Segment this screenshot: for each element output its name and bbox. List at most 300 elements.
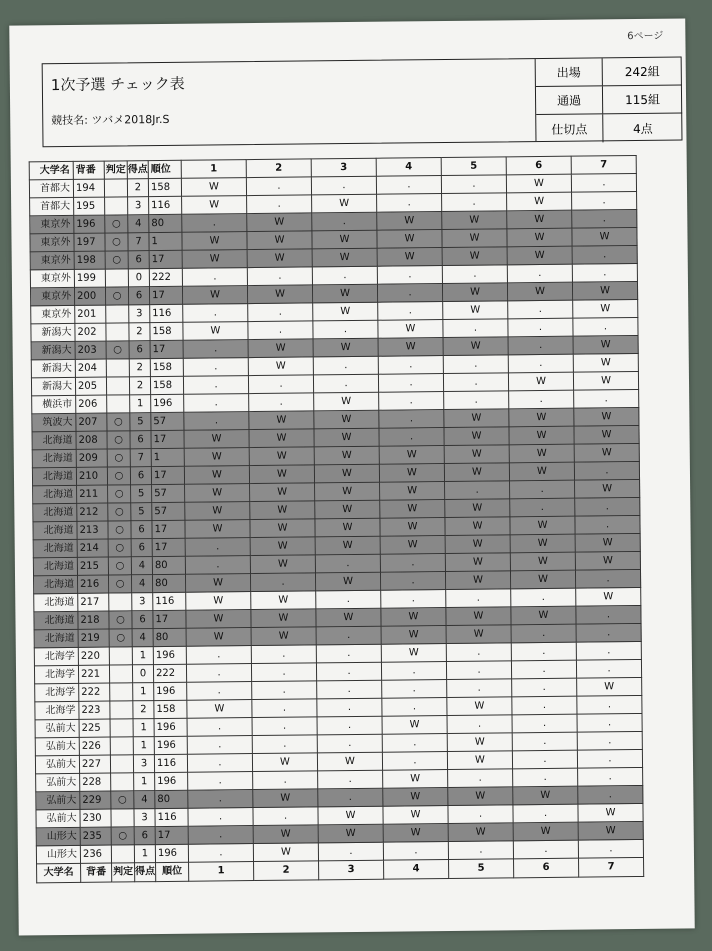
judge-mark-cell: W — [507, 246, 572, 265]
column-header: 2 — [246, 159, 311, 178]
judge-mark-cell: W — [318, 806, 383, 825]
judge-mark-cell: . — [508, 318, 573, 337]
judgement-cell — [107, 395, 130, 413]
points-cell: 7 — [130, 449, 151, 467]
judge-mark-cell: W — [444, 427, 509, 446]
university-cell: 北海学 — [35, 701, 79, 719]
university-cell: 新潟大 — [31, 359, 75, 377]
judge-mark-cell: . — [188, 790, 253, 809]
bib-number-cell: 205 — [75, 377, 106, 395]
judge-mark-cell: W — [383, 824, 448, 843]
judge-mark-cell: W — [377, 212, 442, 231]
judge-mark-cell: . — [446, 589, 511, 608]
bib-number-cell: 227 — [79, 755, 110, 773]
column-header: 4 — [376, 158, 441, 177]
bib-number-cell: 195 — [74, 197, 105, 215]
judge-mark-cell: . — [380, 572, 445, 591]
judge-mark-cell: . — [512, 714, 577, 733]
judge-mark-cell: W — [186, 628, 251, 647]
judge-mark-cell: W — [507, 192, 572, 211]
judge-mark-cell: . — [248, 321, 313, 340]
judge-mark-cell: . — [512, 696, 577, 715]
judge-mark-cell: . — [253, 807, 318, 826]
judge-mark-cell: W — [314, 446, 379, 465]
university-cell: 北海道 — [32, 431, 76, 449]
bib-number-cell: 228 — [80, 773, 111, 791]
judge-mark-cell: . — [249, 393, 314, 412]
judge-mark-cell: W — [379, 464, 444, 483]
judge-mark-cell: W — [312, 248, 377, 267]
score-sheet — [9, 18, 694, 935]
judge-mark-cell: . — [382, 734, 447, 753]
rank-cell: 17 — [155, 826, 188, 844]
judge-mark-cell: . — [316, 590, 381, 609]
points-cell: 5 — [130, 413, 151, 431]
judgement-cell — [105, 197, 128, 215]
column-header: 得点 — [127, 161, 148, 179]
judge-mark-cell: W — [442, 229, 507, 248]
judge-mark-cell: W — [247, 249, 312, 268]
judge-mark-cell: . — [188, 772, 253, 791]
rank-cell: 57 — [151, 412, 184, 430]
judge-mark-cell: W — [575, 551, 640, 570]
judge-mark-cell: . — [511, 642, 576, 661]
university-cell: 北海道 — [34, 575, 78, 593]
judge-mark-cell: W — [573, 299, 638, 318]
judge-mark-cell: . — [512, 732, 577, 751]
university-cell: 東京外 — [30, 233, 74, 251]
bib-number-cell: 209 — [76, 449, 107, 467]
points-cell: 6 — [134, 827, 155, 845]
judge-mark-cell: W — [318, 824, 383, 843]
column-footer: 4 — [384, 860, 449, 880]
judge-mark-cell: W — [383, 788, 448, 807]
judge-mark-cell: W — [447, 697, 512, 716]
judge-mark-cell: W — [507, 210, 572, 229]
judge-mark-cell: W — [510, 516, 575, 535]
judge-mark-cell: . — [571, 174, 636, 193]
judgement-cell: ○ — [109, 575, 132, 593]
judge-mark-cell: . — [578, 839, 643, 858]
judge-mark-cell: W — [186, 610, 251, 629]
judge-mark-cell: . — [575, 569, 640, 588]
judge-mark-cell: . — [443, 319, 508, 338]
points-cell: 3 — [133, 755, 154, 773]
bib-number-cell: 229 — [80, 791, 111, 809]
judge-mark-cell: W — [247, 285, 312, 304]
bib-number-cell: 217 — [78, 593, 109, 611]
bib-number-cell: 201 — [75, 305, 106, 323]
judge-mark-cell: W — [573, 371, 638, 390]
sheet-title: 1次予選 チェック表 — [50, 74, 185, 95]
judge-mark-cell: W — [247, 231, 312, 250]
judge-mark-cell: . — [379, 410, 444, 429]
judge-mark-cell: W — [445, 571, 510, 590]
university-cell: 首都大 — [30, 197, 74, 215]
sheet-header — [42, 57, 683, 148]
judge-mark-cell: W — [251, 591, 316, 610]
judgement-cell — [106, 323, 129, 341]
university-cell: 東京外 — [31, 287, 75, 305]
column-footer: 3 — [319, 860, 384, 880]
university-cell: 北海道 — [32, 467, 76, 485]
judge-mark-cell: W — [509, 462, 574, 481]
judge-mark-cell: W — [250, 555, 315, 574]
judge-mark-cell: . — [448, 769, 513, 788]
points-cell: 6 — [131, 521, 152, 539]
judge-mark-cell: . — [183, 358, 248, 377]
judgement-cell: ○ — [107, 431, 130, 449]
judgement-cell: ○ — [109, 629, 132, 647]
judge-mark-cell: W — [444, 409, 509, 428]
university-cell: 山形大 — [36, 827, 80, 845]
university-cell: 北海学 — [34, 665, 78, 683]
judge-mark-cell: . — [382, 680, 447, 699]
check-table — [29, 155, 645, 883]
judge-mark-cell: . — [574, 461, 639, 480]
column-footer: 2 — [254, 861, 319, 881]
points-cell: 2 — [129, 359, 150, 377]
judge-mark-cell: . — [508, 336, 573, 355]
points-cell: 1 — [133, 683, 154, 701]
judge-mark-cell: W — [381, 608, 446, 627]
points-cell: 1 — [132, 647, 153, 665]
university-cell: 北海道 — [32, 449, 76, 467]
university-cell: 北海道 — [33, 539, 77, 557]
judge-mark-cell: W — [182, 286, 247, 305]
judge-mark-cell: W — [314, 428, 379, 447]
judge-mark-cell: . — [186, 664, 251, 683]
judge-mark-cell: . — [446, 643, 511, 662]
stat-label: 仕切点 — [536, 114, 603, 143]
stat-row-entries — [536, 58, 682, 88]
judge-mark-cell: . — [511, 588, 576, 607]
judge-mark-cell: W — [572, 228, 637, 247]
judge-mark-cell: W — [574, 443, 639, 462]
university-cell: 北海学 — [35, 683, 79, 701]
judge-mark-cell: . — [572, 246, 637, 265]
judge-mark-cell: . — [508, 354, 573, 373]
judge-mark-cell: . — [576, 605, 641, 624]
judge-mark-cell: W — [446, 607, 511, 626]
judge-mark-cell: . — [510, 498, 575, 517]
points-cell: 1 — [133, 719, 154, 737]
judge-mark-cell: . — [187, 736, 252, 755]
rank-cell: 17 — [150, 340, 183, 358]
judgement-cell: ○ — [108, 485, 131, 503]
university-cell: 北海道 — [33, 485, 77, 503]
judge-mark-cell: W — [444, 463, 509, 482]
judgement-cell: ○ — [108, 521, 131, 539]
judge-mark-cell: . — [510, 480, 575, 499]
judge-mark-cell: W — [448, 823, 513, 842]
bib-number-cell: 211 — [77, 485, 108, 503]
judge-mark-cell: W — [182, 196, 247, 215]
judge-mark-cell: W — [513, 822, 578, 841]
judge-mark-cell: W — [249, 465, 314, 484]
judge-mark-cell: W — [574, 425, 639, 444]
rank-cell: 222 — [149, 268, 182, 286]
judge-mark-cell: . — [442, 265, 507, 284]
table-body — [29, 174, 643, 864]
judge-mark-cell: . — [252, 681, 317, 700]
points-cell: 2 — [129, 377, 150, 395]
judgement-cell: ○ — [111, 791, 134, 809]
judge-mark-cell: W — [575, 479, 640, 498]
judge-mark-cell: . — [248, 303, 313, 322]
judgement-cell — [106, 305, 129, 323]
judge-mark-cell: W — [573, 335, 638, 354]
judge-mark-cell: . — [447, 715, 512, 734]
judge-mark-cell: . — [447, 679, 512, 698]
judge-mark-cell: W — [442, 283, 507, 302]
judge-mark-cell: . — [187, 718, 252, 737]
judge-mark-cell: . — [380, 554, 445, 573]
judge-mark-cell: W — [248, 339, 313, 358]
column-footer: 背番 — [81, 863, 112, 882]
rank-cell: 80 — [153, 574, 186, 592]
rank-cell: 17 — [152, 520, 185, 538]
judge-mark-cell: W — [510, 552, 575, 571]
judge-mark-cell: . — [379, 392, 444, 411]
judge-mark-cell: . — [315, 554, 380, 573]
judgement-cell — [110, 719, 133, 737]
bib-number-cell: 203 — [75, 341, 106, 359]
judge-mark-cell: . — [252, 699, 317, 718]
judge-mark-cell: W — [444, 445, 509, 464]
judge-mark-cell: . — [246, 177, 311, 196]
judgement-cell: ○ — [107, 413, 130, 431]
column-header: 1 — [181, 160, 246, 179]
judge-mark-cell: W — [572, 281, 637, 300]
points-cell: 4 — [128, 215, 149, 233]
rank-cell: 196 — [154, 718, 187, 736]
judgement-cell — [111, 809, 134, 827]
bib-number-cell: 199 — [74, 269, 105, 287]
judgement-cell — [110, 755, 133, 773]
judge-mark-cell: W — [182, 250, 247, 269]
judgement-cell: ○ — [105, 287, 128, 305]
judge-mark-cell: . — [184, 412, 249, 431]
rank-cell: 158 — [150, 358, 183, 376]
bib-number-cell: 210 — [76, 467, 107, 485]
bib-number-cell: 206 — [76, 395, 107, 413]
column-footer: 判定 — [112, 863, 135, 882]
judge-mark-cell: W — [443, 301, 508, 320]
bib-number-cell: 202 — [75, 323, 106, 341]
bib-number-cell: 196 — [74, 215, 105, 233]
judgement-cell — [109, 665, 132, 683]
judge-mark-cell: W — [383, 806, 448, 825]
judge-mark-cell: W — [184, 430, 249, 449]
judge-mark-cell: . — [311, 176, 376, 195]
judge-mark-cell: W — [445, 535, 510, 554]
judge-mark-cell: W — [253, 789, 318, 808]
judge-mark-cell: . — [573, 317, 638, 336]
column-header: 5 — [441, 157, 506, 176]
judgement-cell: ○ — [108, 503, 131, 521]
judge-mark-cell: W — [446, 625, 511, 644]
judge-mark-cell: . — [318, 770, 383, 789]
rank-cell: 17 — [149, 250, 182, 268]
rank-cell: 17 — [151, 430, 184, 448]
judge-mark-cell: W — [445, 553, 510, 572]
rank-cell: 116 — [154, 754, 187, 772]
judge-mark-cell: W — [183, 322, 248, 341]
judge-mark-cell: W — [442, 211, 507, 230]
judgement-cell — [110, 701, 133, 719]
judge-mark-cell: W — [445, 499, 510, 518]
judgement-cell: ○ — [108, 557, 131, 575]
judge-mark-cell: W — [251, 627, 316, 646]
judge-mark-cell: . — [442, 193, 507, 212]
university-cell: 弘前大 — [36, 791, 80, 809]
judge-mark-cell: . — [377, 284, 442, 303]
judge-mark-cell: W — [186, 592, 251, 611]
judge-mark-cell: W — [250, 519, 315, 538]
judgement-cell — [106, 377, 129, 395]
judge-mark-cell: . — [512, 678, 577, 697]
bib-number-cell: 214 — [77, 539, 108, 557]
judge-mark-cell: . — [317, 734, 382, 753]
judge-mark-cell: . — [576, 641, 641, 660]
judge-mark-cell: . — [441, 175, 506, 194]
bib-number-cell: 236 — [80, 845, 111, 863]
points-cell: 5 — [131, 485, 152, 503]
points-cell: 0 — [132, 665, 153, 683]
judge-mark-cell: . — [378, 302, 443, 321]
judge-mark-cell: . — [513, 804, 578, 823]
points-cell: 6 — [131, 539, 152, 557]
rank-cell: 222 — [153, 664, 186, 682]
stat-label: 出場 — [536, 58, 603, 86]
points-cell: 3 — [128, 197, 149, 215]
judge-mark-cell: . — [445, 481, 510, 500]
points-cell: 0 — [128, 269, 149, 287]
judge-mark-cell: W — [380, 500, 445, 519]
university-cell: 弘前大 — [36, 809, 80, 827]
event-name: 競技名: ツバメ2018Jr.S — [51, 112, 170, 128]
column-footer: 6 — [514, 858, 579, 878]
stats-box — [535, 58, 683, 142]
points-cell: 6 — [132, 611, 153, 629]
judge-mark-cell: . — [377, 194, 442, 213]
judge-mark-cell: W — [249, 447, 314, 466]
judge-mark-cell: . — [247, 267, 312, 286]
judge-mark-cell: W — [447, 733, 512, 752]
judge-mark-cell: . — [183, 304, 248, 323]
judge-mark-cell: W — [185, 502, 250, 521]
university-cell: 北海道 — [34, 629, 78, 647]
rank-cell: 196 — [151, 394, 184, 412]
judge-mark-cell: W — [185, 484, 250, 503]
judge-mark-cell: . — [312, 266, 377, 285]
university-cell: 新潟大 — [31, 323, 75, 341]
judge-mark-cell: W — [508, 372, 573, 391]
judge-mark-cell: W — [314, 464, 379, 483]
judge-mark-cell: . — [577, 749, 642, 768]
bib-number-cell: 200 — [74, 287, 105, 305]
judge-mark-cell: . — [512, 750, 577, 769]
rank-cell: 17 — [151, 466, 184, 484]
rank-cell: 196 — [155, 844, 188, 862]
judge-mark-cell: W — [575, 533, 640, 552]
judge-mark-cell: W — [378, 338, 443, 357]
judge-mark-cell: W — [506, 174, 571, 193]
bib-number-cell: 215 — [77, 557, 108, 575]
points-cell: 1 — [134, 845, 155, 863]
judge-mark-cell: . — [513, 768, 578, 787]
university-cell: 筑波大 — [32, 413, 76, 431]
stat-row-cutoff — [536, 114, 682, 144]
judge-mark-cell: W — [381, 626, 446, 645]
stat-label: 通過 — [536, 86, 603, 114]
judge-mark-cell: W — [313, 338, 378, 357]
column-footer: 大学名 — [37, 863, 81, 882]
points-cell: 4 — [131, 557, 152, 575]
judge-mark-cell: W — [181, 178, 246, 197]
rank-cell: 1 — [149, 232, 182, 250]
judgement-cell: ○ — [108, 539, 131, 557]
judge-mark-cell: W — [251, 609, 316, 628]
column-footer: 得点 — [135, 863, 156, 882]
rank-cell: 57 — [152, 484, 185, 502]
judgement-cell — [110, 737, 133, 755]
judge-mark-cell: . — [313, 374, 378, 393]
judge-mark-cell: W — [248, 357, 313, 376]
university-cell: 山形大 — [36, 845, 80, 863]
judge-mark-cell: . — [251, 645, 316, 664]
judge-mark-cell: W — [510, 534, 575, 553]
judge-mark-cell: W — [382, 716, 447, 735]
judgement-cell — [111, 773, 134, 791]
judge-mark-cell: W — [182, 232, 247, 251]
judge-mark-cell: . — [446, 661, 511, 680]
judge-mark-cell: . — [575, 515, 640, 534]
points-cell: 1 — [130, 395, 151, 413]
judgement-cell — [109, 593, 132, 611]
judge-mark-cell: W — [578, 821, 643, 840]
judge-mark-cell: . — [313, 356, 378, 375]
points-cell: 2 — [129, 323, 150, 341]
bib-number-cell: 221 — [78, 665, 109, 683]
rank-cell: 80 — [152, 556, 185, 574]
judge-mark-cell: W — [315, 536, 380, 555]
judge-mark-cell: . — [578, 785, 643, 804]
judgement-cell — [109, 647, 132, 665]
judge-mark-cell: . — [578, 767, 643, 786]
judge-mark-cell: W — [507, 228, 572, 247]
judge-mark-cell: W — [578, 803, 643, 822]
bib-number-cell: 235 — [80, 827, 111, 845]
judge-mark-cell: W — [315, 482, 380, 501]
judgement-cell: ○ — [105, 215, 128, 233]
judge-mark-cell: . — [316, 644, 381, 663]
university-cell: 新潟大 — [31, 341, 75, 359]
judge-mark-cell: . — [313, 320, 378, 339]
stat-value: 242組 — [624, 64, 660, 80]
judge-mark-cell: W — [507, 282, 572, 301]
judge-mark-cell: . — [513, 840, 578, 859]
judge-mark-cell: W — [380, 536, 445, 555]
bib-number-cell: 230 — [80, 809, 111, 827]
university-cell: 北海学 — [34, 647, 78, 665]
column-header: 3 — [311, 158, 376, 177]
judge-mark-cell: W — [249, 429, 314, 448]
judge-mark-cell: . — [576, 623, 641, 642]
rank-cell: 196 — [153, 646, 186, 664]
judge-mark-cell: . — [316, 662, 381, 681]
